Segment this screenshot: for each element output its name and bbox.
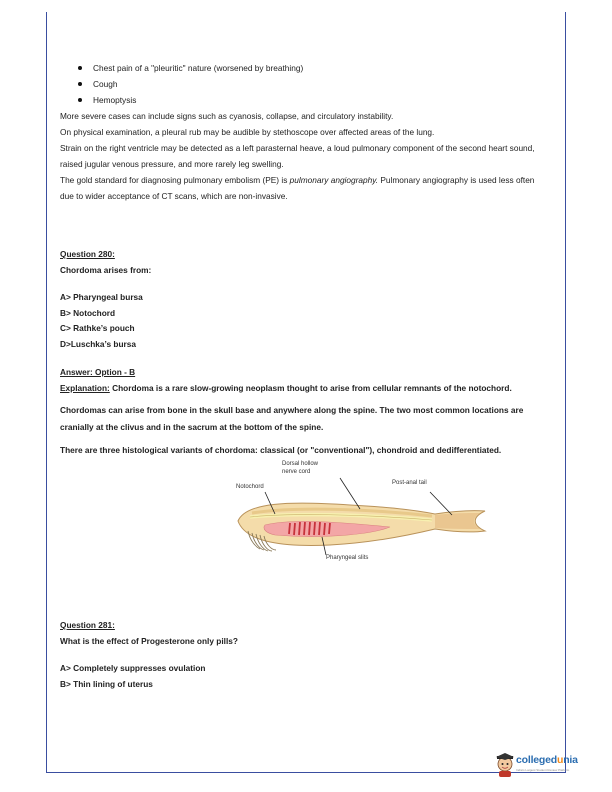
gold-prefix: The gold standard for diagnosing pulmonary embolism (PE) is [60,175,290,185]
symptom-list [60,60,550,108]
list-item: Cough [78,76,550,92]
explanation-280 [60,380,550,396]
collegedunia-logo[interactable] [494,752,612,780]
page-content [60,60,550,692]
option-b: B> Notochord [60,307,116,318]
list-item: Chest pain of a "pleuritic" nature (worsened by breathing) [78,60,550,76]
chordate-diagram-svg [60,459,550,577]
label-pharyngeal-slits: Pharyngeal slits [326,555,369,561]
chordate-diagram [60,459,550,577]
option-d: D>Luschka’s bursa [60,338,137,349]
option-a: A> Completely suppresses ovulation [60,663,206,673]
question-280-heading: Question 280: [60,249,115,259]
chordoma-location-text: Chordomas can arise from bone in the skull base and anywhere along the spine. The two most common locations are cranially at the clivus and in the sacrum at the bottom of the spine. [60,405,524,432]
pe-strain-text: Strain on the right ventricle may be detected as a left parasternal heave, a loud pulmonary component of the second heart sound, raised jugular venous pressure, and more rarely leg swelling. [60,143,535,169]
question-281-options [60,661,550,692]
option-c: C> Rathke’s pouch [60,323,135,333]
question-280-text: Chordoma arises from: [60,265,152,275]
label-notochord: Notochord [236,484,264,490]
gold-suffix: Pulmonary angiography is used less often due to wider acceptance of CT scans, which are non-invasive. [60,175,535,201]
question-280-options [60,290,550,352]
mascot-icon [494,752,516,778]
option-a: A> Pharyngeal bursa [60,292,143,302]
pe-gold-standard-text [60,172,550,204]
list-item: Hemoptysis [78,92,550,108]
explanation-text: Chordoma is a rare slow-growing neoplasm thought to arise from cellular remnants of the notochord. [109,383,512,393]
logo-tagline: India's Largest Student Review Platform [516,768,570,772]
pe-severe-text: More severe cases can include signs such as cyanosis, collapse, and circulatory instability. [60,111,394,121]
pointer-tail [430,492,452,515]
pe-exam-text: On physical examination, a pleural rub may be audible by stethoscope over affected areas of the lung. [60,127,435,137]
label-post-anal-tail: Post-anal tail [392,480,427,486]
label-dorsal-nerve-cord: Dorsal hollow nerve cord [282,461,319,475]
answer-280: Answer: Option - B [60,367,136,377]
question-281-text: What is the effect of Progesterone only pills? [60,636,238,646]
logo-text: collegedunia [516,754,578,766]
question-281-heading: Question 281: [60,620,115,630]
chordoma-variants-text: There are three histological variants of chordoma: classical (or "conventional"), chondroid and dedifferentiated. [60,445,502,455]
gold-term: pulmonary angiography. [289,175,379,185]
option-b: B> Thin lining of uterus [60,678,153,689]
post-anal-tail [435,513,480,529]
explanation-label: Explanation: [60,383,110,393]
